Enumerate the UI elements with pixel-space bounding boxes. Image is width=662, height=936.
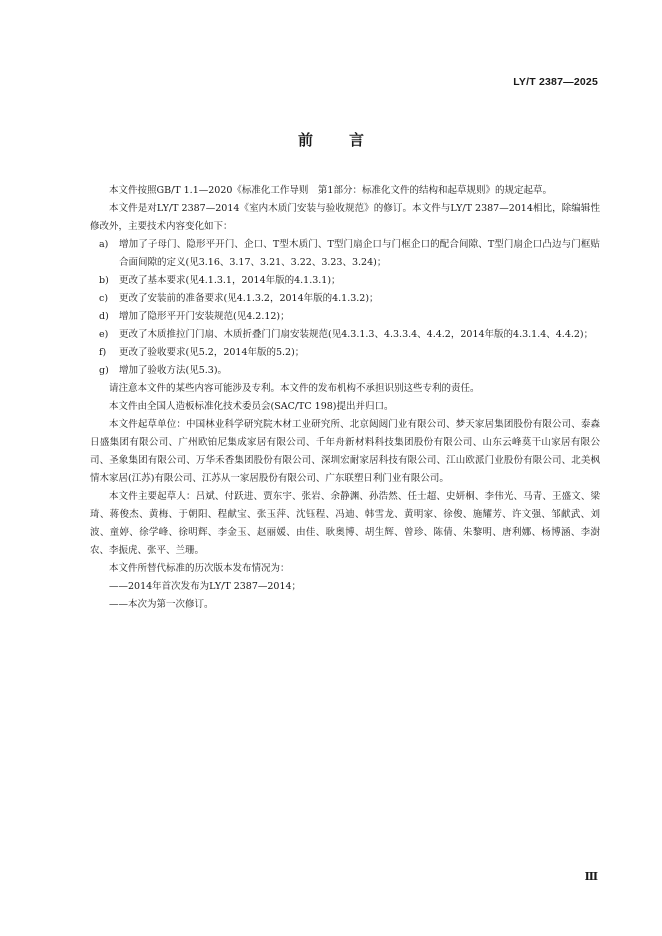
list-item: c) 更改了安装前的准备要求(见4.1.3.2，2014年版的4.1.3.2)； bbox=[99, 293, 379, 304]
list-item: b) 更改了基本要求(见4.1.3.1，2014年版的4.1.3.1)； bbox=[99, 275, 341, 286]
changes-list bbox=[90, 236, 600, 380]
list-item: g) 增加了验收方法(见5.3)。 bbox=[99, 365, 228, 376]
history-intro-paragraph: 本文件所替代标准的历次版本发布情况为： bbox=[109, 563, 290, 574]
page-title: 前言 bbox=[297, 131, 400, 149]
drafting-units-paragraph: 本文件起草单位：中国林业科学研究院木材工业研究所、北京闼闼门业有限公司、梦天家居集团股份有限公司、泰森日盛集团有限公司、广州欧铂尼集成家居有限公司、千年舟新材料科技集团股份有限公司、山东云峰莫干山家居有限公司、圣象集团有限公司、万华禾香集团股份有限公司、深圳宏耐家居科技有限公司、江山欧派门业股份有限公司、北美枫情木家居(江苏)有限公司、江苏从一家居股份有限公司、广东联塑日利门业有限公司。 bbox=[90, 419, 600, 484]
history-item: ——2014年首次发布为LY/T 2387—2014； bbox=[109, 581, 302, 592]
list-item: a) 增加了子母门、隐形平开门、企口、T型木质门、T型门扇企口与门框企口的配合间隙、T型门扇企口凸边与门框贴合面间隙的定义(见3.16、3.17、3.21、3.22、3.23、3.24)； bbox=[99, 239, 600, 268]
history-item: ——本次为第一次修订。 bbox=[109, 599, 214, 610]
list-item: f) 更改了验收要求(见5.2，2014年版的5.2)； bbox=[99, 347, 305, 358]
patent-notice-paragraph: 请注意本文件的某些内容可能涉及专利。本文件的发布机构不承担识别这些专利的责任。 bbox=[109, 383, 480, 394]
list-item: d) 增加了隐形平开门安装规范(见4.2.12)； bbox=[99, 311, 290, 322]
header-standard-code: LY/T 2387—2025 bbox=[513, 76, 598, 88]
foreword-body bbox=[90, 182, 600, 614]
drafting-rule-paragraph: 本文件按照GB/T 1.1—2020《标准化工作导则 第1部分：标准化文件的结构和起草规则》的规定起草。 bbox=[109, 185, 552, 196]
page-number: Ⅲ bbox=[584, 870, 598, 883]
list-item: e) 更改了木质推拉门门扇、木质折叠门门扇安装规范(见4.3.1.3、4.3.3.4、4.4.2，2014年版的4.3.1.4、4.4.2)； bbox=[99, 329, 594, 340]
revision-intro-paragraph: 本文件是对LY/T 2387—2014《室内木质门安装与验收规范》的修订。本文件与LY/T 2387—2014相比，除编辑性修改外，主要技术内容变化如下： bbox=[90, 203, 600, 232]
proposer-paragraph: 本文件由全国人造板标准化技术委员会(SAC/TC 198)提出并归口。 bbox=[109, 401, 394, 412]
drafters-paragraph: 本文件主要起草人：吕斌、付跃进、贾东宇、张岩、余静渊、孙浩然、任士超、史妍桐、李伟光、马青、王盛文、梁琦、蒋俊杰、黄梅、于朝阳、程献宝、张玉萍、沈钰程、冯迪、韩雪龙、黄明家、徐俊、施耀芳、许文强、邹献武、刘波、童婷、徐学峰、徐明辉、李金玉、赵丽媛、由佳、耿奥博、胡生辉、曾珍、陈倩、朱黎明、唐利娜、杨博涵、李澍农、李振虎、张平、兰珊。 bbox=[90, 491, 600, 556]
